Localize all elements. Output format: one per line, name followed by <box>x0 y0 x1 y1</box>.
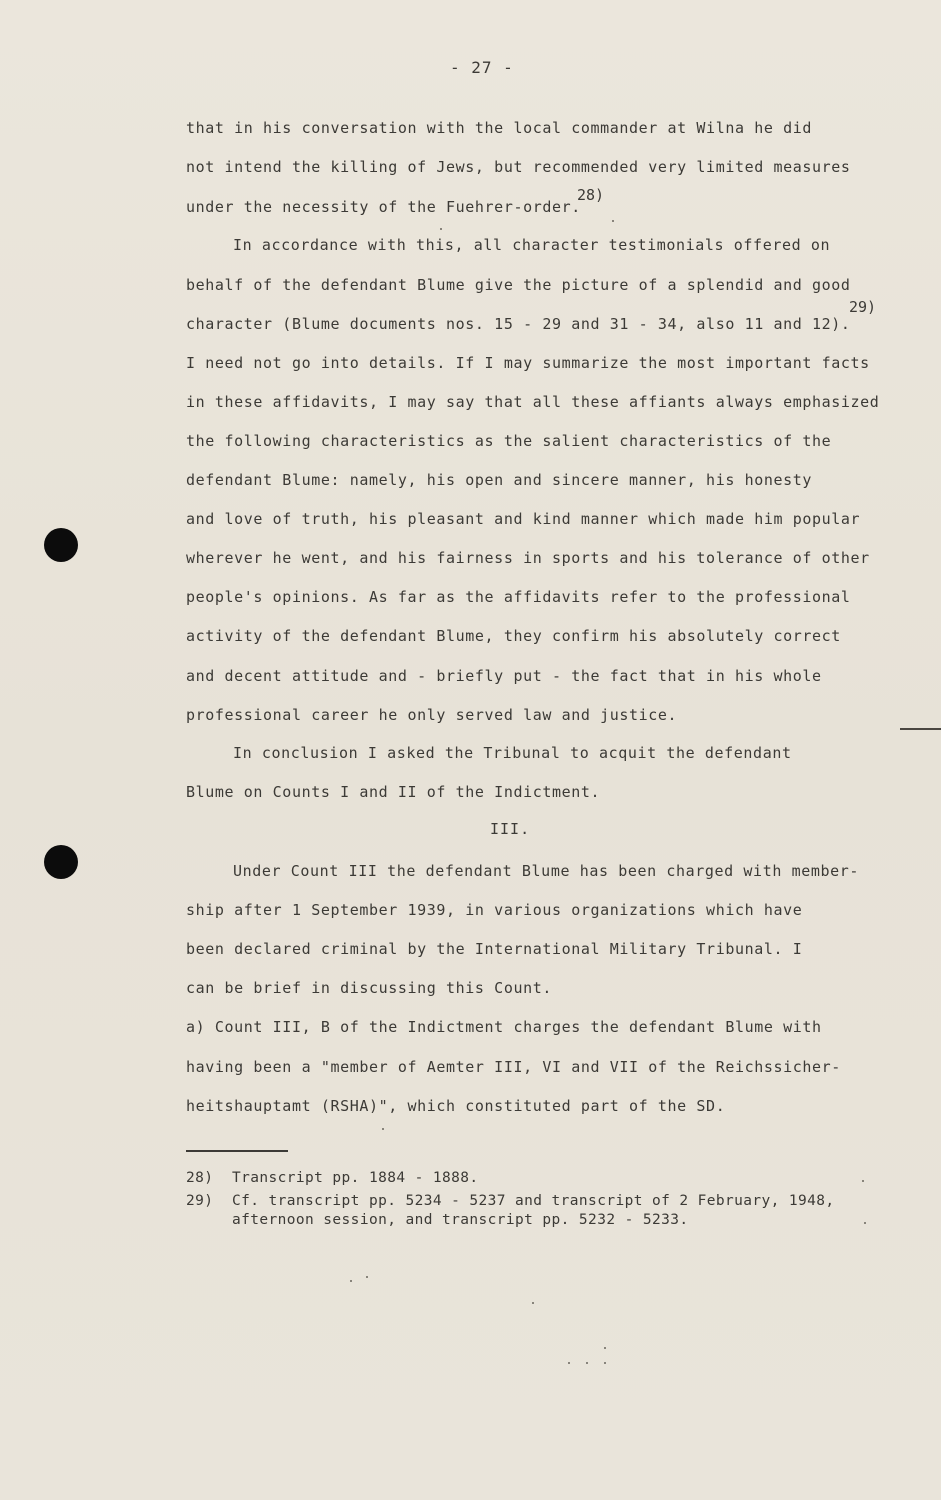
footnote-marker: 28) <box>186 1170 214 1186</box>
body-line: under the necessity of the Fuehrer-order. <box>186 198 581 216</box>
scan-speck <box>382 1128 384 1130</box>
body-line: wherever he went, and his fairness in sports and his tolerance of other <box>186 549 870 567</box>
edge-mark <box>900 728 941 730</box>
footnote-text: Transcript pp. 1884 - 1888. <box>232 1170 479 1186</box>
footnote-text: Cf. transcript pp. 5234 - 5237 and transcript of 2 February, 1948, <box>232 1193 835 1209</box>
body-line: people's opinions. As far as the affidavits refer to the professional <box>186 588 851 606</box>
body-line: defendant Blume: namely, his open and sincere manner, his honesty <box>186 471 812 489</box>
scan-speck <box>350 1280 352 1282</box>
page-number: - 27 - <box>450 58 514 77</box>
punch-hole-top <box>44 528 78 562</box>
scan-speck <box>366 1276 368 1278</box>
footnote-ref-28: 28) <box>577 186 605 204</box>
body-line: heitshauptamt (RSHA)", which constituted part of the SD. <box>186 1097 726 1115</box>
body-line: the following characteristics as the salient characteristics of the <box>186 432 832 450</box>
body-line: having been a "member of Aemter III, VI and VII of the Reichssicher- <box>186 1058 841 1076</box>
body-line: been declared criminal by the International Military Tribunal. I <box>186 940 803 958</box>
body-line: and love of truth, his pleasant and kind manner which made him popular <box>186 510 861 528</box>
body-line: I need not go into details. If I may summarize the most important facts <box>186 354 870 372</box>
body-line: a) Count III, B of the Indictment charges the defendant Blume with <box>186 1018 822 1036</box>
body-line: activity of the defendant Blume, they confirm his absolutely correct <box>186 627 841 645</box>
body-line: can be brief in discussing this Count. <box>186 979 552 997</box>
body-line: In conclusion I asked the Tribunal to acquit the defendant <box>233 744 792 762</box>
body-line: ship after 1 September 1939, in various organizations which have <box>186 901 803 919</box>
footnote-divider <box>186 1150 288 1152</box>
body-line: behalf of the defendant Blume give the picture of a splendid and good <box>186 276 851 294</box>
scan-speck <box>586 1362 588 1364</box>
body-line: In accordance with this, all character testimonials offered on <box>233 236 831 254</box>
body-line: that in his conversation with the local commander at Wilna he did <box>186 119 812 137</box>
section-heading: III. <box>490 820 531 838</box>
body-line: Blume on Counts I and II of the Indictment. <box>186 783 601 801</box>
footnote-marker: 29) <box>186 1193 214 1209</box>
punch-hole-bottom <box>44 845 78 879</box>
scan-speck <box>532 1302 534 1304</box>
footnote-text: afternoon session, and transcript pp. 5232 - 5233. <box>232 1212 689 1228</box>
scan-speck <box>612 220 614 222</box>
footnote-ref-29: 29) <box>849 298 877 316</box>
scan-speck <box>604 1347 606 1349</box>
body-line: and decent attitude and - briefly put - the fact that in his whole <box>186 667 822 685</box>
scan-speck <box>568 1362 570 1364</box>
body-line: character (Blume documents nos. 15 - 29 and 31 - 34, also 11 and 12). <box>186 315 851 333</box>
body-line: in these affidavits, I may say that all these affiants always emphasized <box>186 393 880 411</box>
body-line: Under Count III the defendant Blume has been charged with member- <box>233 862 859 880</box>
body-line: professional career he only served law and justice. <box>186 706 678 724</box>
scan-speck <box>604 1362 606 1364</box>
scan-speck <box>862 1180 864 1182</box>
scan-speck <box>864 1222 866 1224</box>
scan-speck <box>440 228 442 230</box>
body-line: not intend the killing of Jews, but recommended very limited measures <box>186 158 851 176</box>
